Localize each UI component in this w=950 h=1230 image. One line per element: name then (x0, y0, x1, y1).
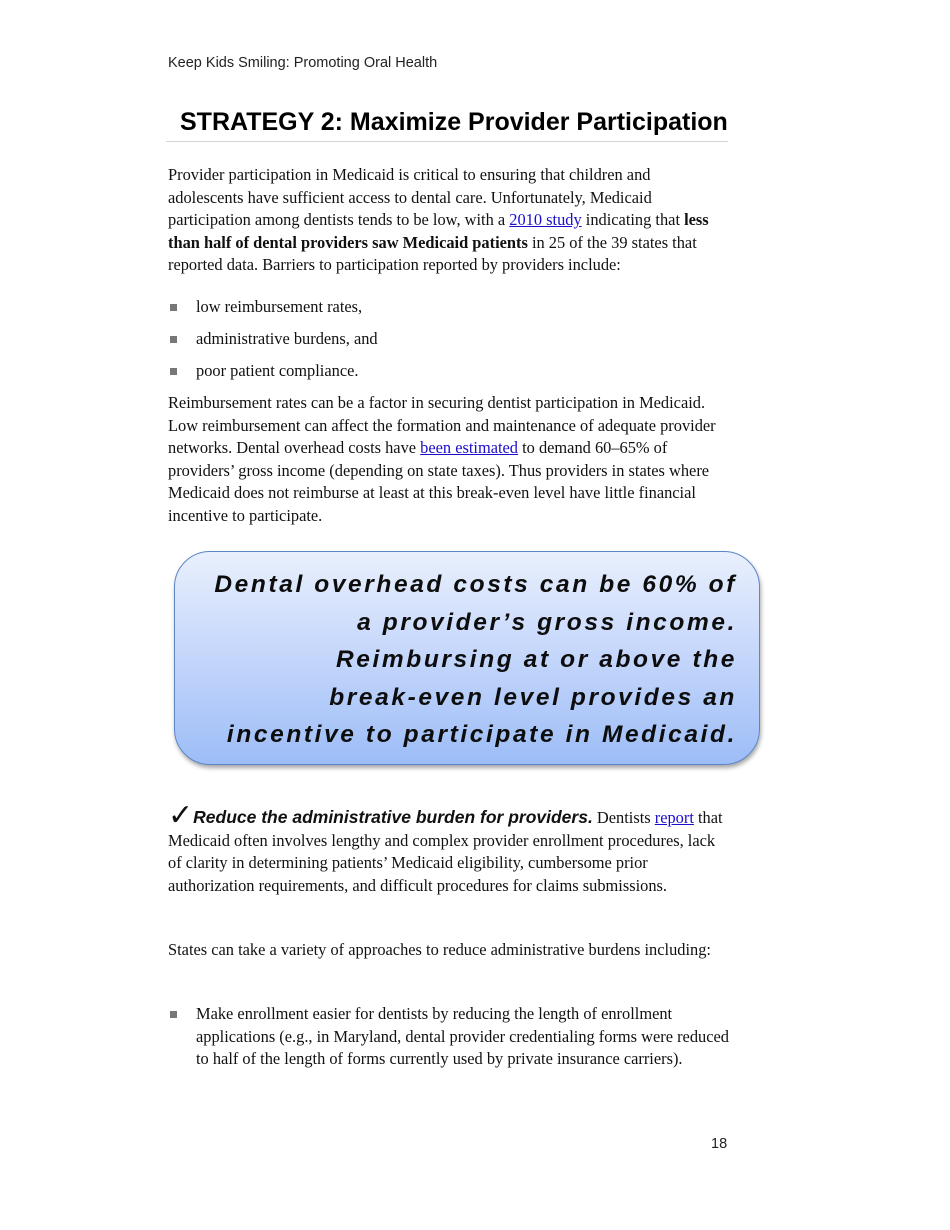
approaches-intro: States can take a variety of approaches to reduce administrative burdens including: (168, 940, 711, 959)
report-link[interactable]: report (654, 808, 694, 827)
barrier-text: low reimbursement rates, (196, 297, 363, 316)
callout-line: a provider’s gross income. (357, 608, 737, 636)
admin-burden-paragraph (168, 798, 730, 897)
reimbursement-paragraph (168, 392, 730, 528)
intro-text-2: indicating that (581, 210, 685, 230)
intro-text-3: in 25 of the 39 states that reported data. Barriers to participation reported by providers include: (168, 232, 697, 275)
approach-text: Make enrollment easier for dentists by reducing the length of enrollment applications (e.g., in Maryland, dental provider credentialing forms were reduced to half of the length of forms currently used by private insurance carriers). (196, 1004, 729, 1069)
admin-burden-heading: Reduce the administrative burden for providers. (193, 807, 593, 827)
list-item (168, 296, 730, 319)
intro-bold-text: less than half of dental providers saw Medicaid patients (168, 210, 709, 252)
callout-text (195, 566, 737, 754)
approaches-list (168, 1003, 730, 1071)
intro-text-1: Provider participation in Medicaid is critical to ensuring that children and adolescents have sufficient access to dental care. Unfortunately, Medicaid participation among dentists tends to be low, with a (168, 165, 652, 230)
intro-paragraph (168, 164, 730, 277)
square-bullet-icon (170, 1011, 177, 1018)
running-header: Keep Kids Smiling: Promoting Oral Health (168, 55, 438, 71)
reimbursement-text-1: Reimbursement rates can be a factor in securing dentist participation in Medicaid. Low reimbursement can affect the formation and maintenance of adequate provider networks. Dental overhead costs have (168, 393, 716, 458)
reimbursement-text-2: to demand 60–65% of providers’ gross income (depending on state taxes). Thus providers in states where Medicaid does not reimburse at least at this break-even level have little financial incentive to participate. (168, 438, 710, 525)
list-item (168, 360, 730, 383)
callout-line: incentive to participate in Medicaid. (226, 721, 737, 748)
admin-text-2: that Medicaid often involves lengthy and complex provider enrollment procedures, lack of clarity in determining patients’ Medicaid eligibility, cumbersome prior authorization requirements, and difficult procedures for claims submissions. (168, 808, 723, 895)
list-item (168, 1003, 730, 1071)
callout-line: Reimbursing at or above the (335, 646, 737, 673)
page-title: STRATEGY 2: Maximize Provider Participation (166, 108, 728, 142)
admin-text-1: Dentists (592, 808, 655, 827)
barrier-text: poor patient compliance. (196, 361, 359, 381)
barrier-text: administrative burdens, and (196, 329, 378, 349)
page-number: 18 (711, 1136, 728, 1152)
square-bullet-icon (170, 336, 177, 343)
callout-box (174, 551, 760, 765)
square-bullet-icon (170, 304, 177, 311)
callout-line: Dental overhead costs can be 60% of (214, 571, 737, 598)
barriers-list (168, 296, 730, 383)
list-item (168, 328, 730, 351)
study-link[interactable]: 2010 study (509, 210, 582, 230)
square-bullet-icon (170, 368, 177, 375)
callout-line: break-even level provides an (329, 683, 737, 711)
estimate-link[interactable]: been estimated (420, 438, 519, 458)
checkmark-icon: ✓ (168, 798, 194, 833)
